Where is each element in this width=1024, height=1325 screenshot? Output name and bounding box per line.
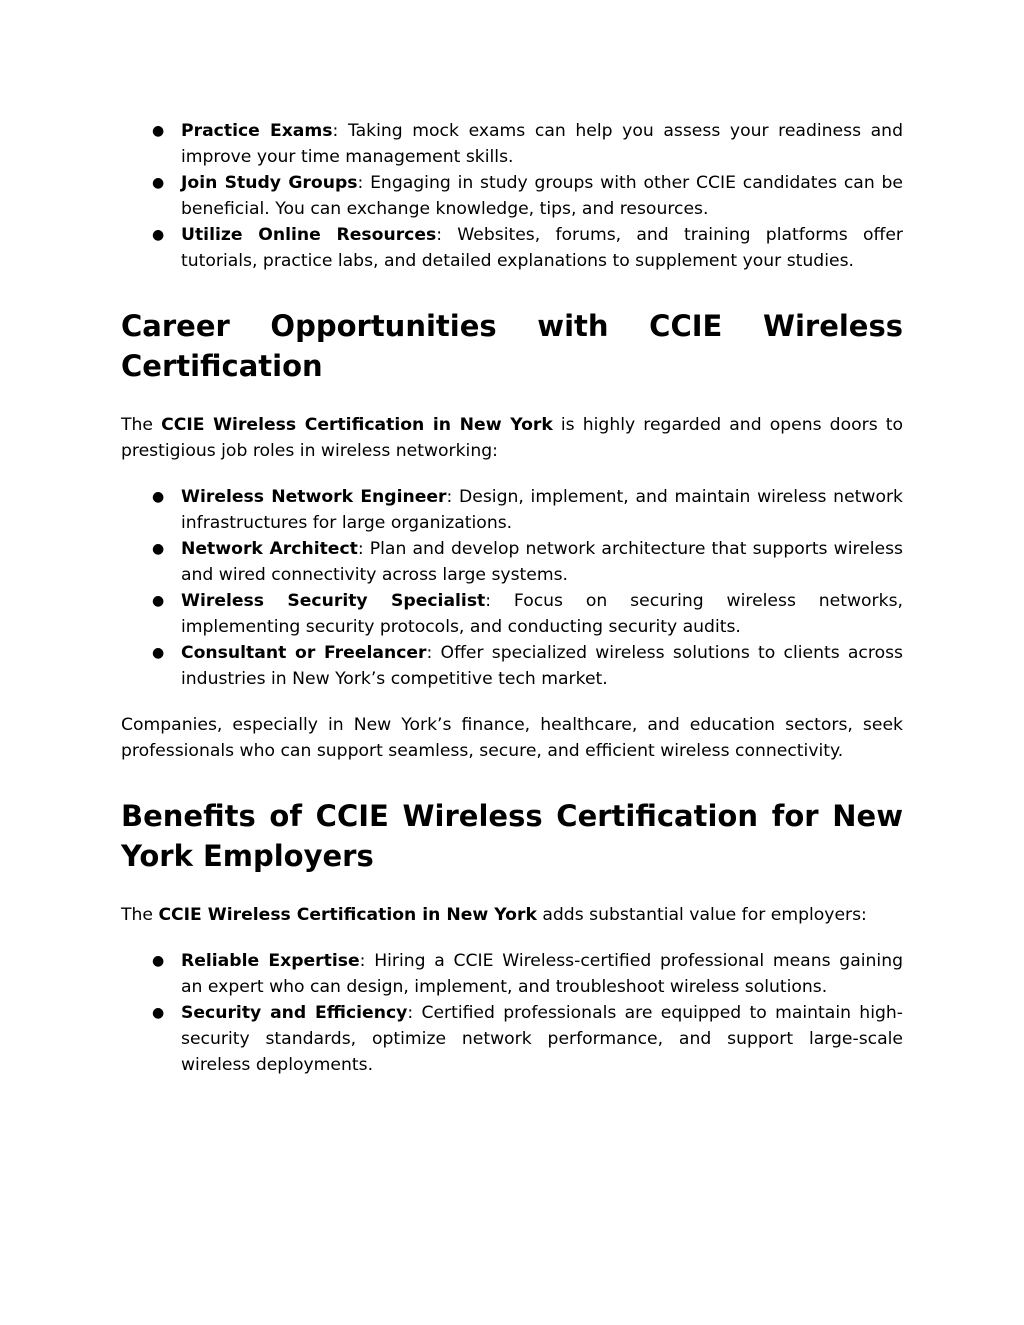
document-page — [121, 118, 903, 1078]
intro-bold: CCIE Wireless Certification in New York — [158, 905, 537, 925]
list-item — [121, 170, 903, 222]
list-item-text: : Offer specialized wireless solutions to clients across industries in New York’s competitive tech market. — [181, 643, 903, 689]
list-item — [121, 640, 903, 692]
bullet-icon: ● — [152, 541, 165, 557]
intro-suffix: is highly regarded and opens doors to prestigious job roles in wireless networking: — [121, 415, 904, 461]
list-item-term: Consultant or Freelancer — [181, 643, 427, 663]
list-item-term: Wireless Network Engineer — [181, 487, 447, 507]
bullet-icon: ● — [152, 123, 165, 139]
list-item-term: Practice Exams — [181, 121, 333, 141]
bullet-icon: ● — [152, 645, 165, 661]
career-intro — [121, 412, 903, 464]
benefits-intro — [121, 902, 903, 928]
list-item — [121, 484, 903, 536]
list-item-text: : Taking mock exams can help you assess your readiness and improve your time management skills. — [181, 121, 903, 167]
list-item-text: : Websites, forums, and training platforms offer tutorials, practice labs, and detailed explanations to supplement your studies. — [181, 225, 903, 271]
list-item-text: : Focus on securing wireless networks, implementing security protocols, and conducting security audits. — [181, 591, 903, 637]
list-item-term: Reliable Expertise — [181, 951, 360, 971]
intro-prefix: The — [121, 415, 162, 435]
bullet-icon: ● — [152, 227, 165, 243]
bullet-icon: ● — [152, 953, 165, 969]
list-item-text: : Engaging in study groups with other CCIE candidates can be beneficial. You can exchange knowledge, tips, and resources. — [181, 173, 904, 219]
list-item-term: Utilize Online Resources — [181, 225, 437, 245]
list-item-term: Join Study Groups — [181, 173, 358, 193]
bullet-icon: ● — [152, 1005, 165, 1021]
list-item-text: : Certified professionals are equipped to maintain high-security standards, optimize network performance, and support large-scale wireless deployments. — [181, 1003, 903, 1075]
intro-suffix: adds substantial value for employers: — [536, 905, 867, 925]
list-item — [121, 536, 903, 588]
list-item-text: : Plan and develop network architecture that supports wireless and wired connectivity across large systems. — [181, 539, 903, 585]
list-item-term: Security and Efficiency — [181, 1003, 408, 1023]
list-item — [121, 948, 903, 1000]
list-item-term: Network Architect — [181, 539, 358, 559]
list-item — [121, 118, 903, 170]
list-item — [121, 222, 903, 274]
benefits-heading: Benefits of CCIE Wireless Certification for New York Employers — [121, 799, 903, 873]
intro-bold: CCIE Wireless Certification in New York — [161, 415, 553, 435]
career-roles-list — [121, 484, 903, 692]
list-item — [121, 588, 903, 640]
study-tips-list — [121, 118, 903, 274]
benefits-list — [121, 948, 903, 1078]
list-item-text: : Hiring a CCIE Wireless-certified professional means gaining an expert who can design, implement, and troubleshoot wireless solutions. — [181, 951, 903, 997]
bullet-icon: ● — [152, 593, 165, 609]
list-item-term: Wireless Security Specialist — [181, 591, 486, 611]
career-closing: Companies, especially in New York’s finance, healthcare, and education sectors, seek professionals who can support seamless, secure, and efficient wireless connectivity. — [121, 715, 903, 761]
bullet-icon: ● — [152, 489, 165, 505]
list-item-text: : Design, implement, and maintain wireless network infrastructures for large organizations. — [181, 487, 903, 533]
intro-prefix: The — [121, 905, 159, 925]
bullet-icon: ● — [152, 175, 165, 191]
career-heading: Career Opportunities with CCIE Wireless Certification — [121, 309, 903, 383]
list-item — [121, 1000, 903, 1078]
